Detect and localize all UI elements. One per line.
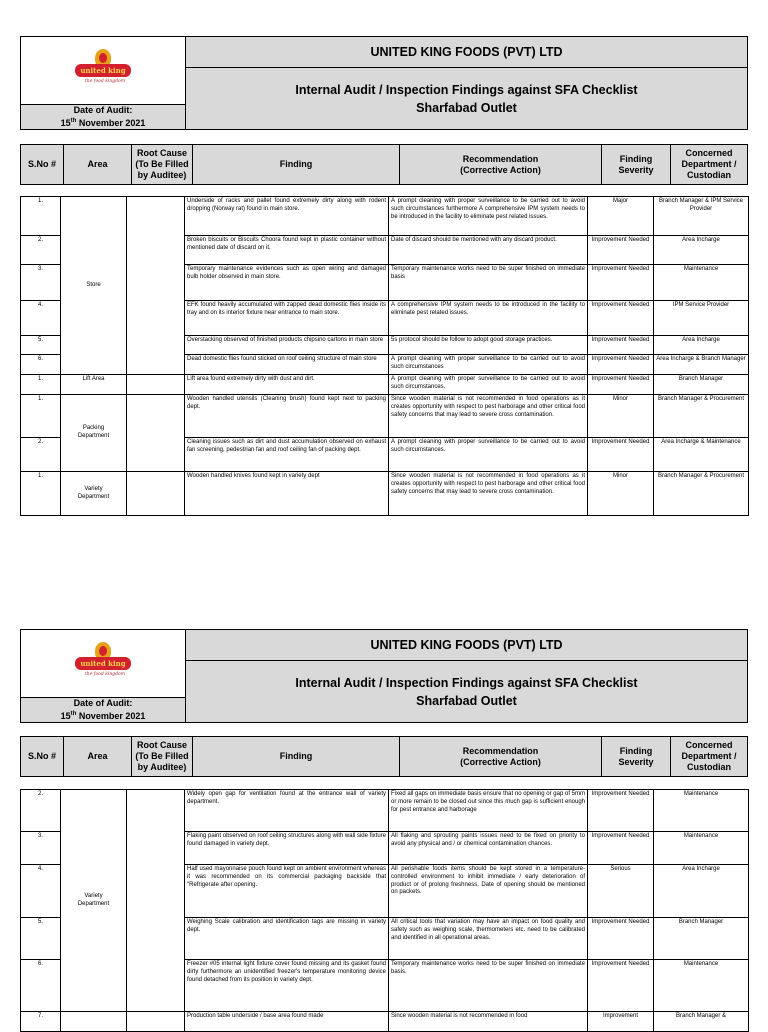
serial-number-cell: 6. xyxy=(21,355,61,375)
finding-cell: Underside of racks and pallet found extremely dirty along with rodent dropping (Norway rat) found in main store. xyxy=(185,197,389,236)
recommendation-cell: A prompt cleaning with proper surveillance to be carried out to avoid such circumstances xyxy=(389,355,588,375)
col-sno: S.No # xyxy=(21,145,64,185)
table-cell xyxy=(127,1012,185,1032)
findings-table-2 xyxy=(20,789,749,1032)
severity-cell: Improvement xyxy=(588,1012,654,1032)
department-cell: IPM Service Provider xyxy=(654,301,749,336)
serial-number-cell: 1. xyxy=(21,375,61,395)
serial-number-cell: 2. xyxy=(21,790,61,832)
table-row xyxy=(21,197,749,236)
severity-cell: Improvement Needed xyxy=(588,336,654,355)
severity-cell: Minor xyxy=(588,395,654,438)
department-cell: Branch Manager & IPM Service Provider xyxy=(654,197,749,236)
department-cell: Branch Manager & xyxy=(654,1012,749,1032)
finding-cell: Wooden handled knives found kept in variety dept xyxy=(185,472,389,516)
column-headers xyxy=(20,144,748,185)
table-row xyxy=(21,790,749,832)
logo-cell xyxy=(21,37,186,105)
area-lift: Lift Area xyxy=(61,375,127,395)
table-cell xyxy=(127,375,185,395)
date-of-audit: Date of Audit: 15th November 2021 xyxy=(21,698,186,723)
table-row xyxy=(21,472,749,516)
table-cell xyxy=(127,790,185,1012)
serial-number-cell: 5. xyxy=(21,336,61,355)
root-cause-cell xyxy=(127,197,185,375)
department-cell: Area Incharge & Maintenance xyxy=(654,438,749,472)
findings-table-1 xyxy=(20,196,749,516)
recommendation-cell: 5s protocol should be follow to adopt good storage practices. xyxy=(389,336,588,355)
department-cell: Maintenance xyxy=(654,265,749,301)
severity-cell: Improvement Needed xyxy=(588,375,654,395)
col-department: Concerned Department / Custodian xyxy=(671,737,748,777)
area-variety: Variety Department xyxy=(61,790,127,1012)
col-recommendation: Recommendation (Corrective Action) xyxy=(400,737,602,777)
recommendation-cell: Since wooden material is not recommended in food operations as it creates opportunity with respect to pest harborage and other critical food safety concerns that may lead to severe cross contamination. xyxy=(389,472,588,516)
department-cell: Maintenance xyxy=(654,790,749,832)
recommendation-cell: Since wooden material is not recommended in food operations as it creates opportunity with respect to pest harborage and other critical food safety concerns that may lead to severe cross contamination. xyxy=(389,395,588,438)
department-cell: Branch Manager & Procurement xyxy=(654,472,749,516)
serial-number-cell: 3. xyxy=(21,265,61,301)
severity-cell: Improvement Needed xyxy=(588,790,654,832)
department-cell: Branch Manager xyxy=(654,918,749,960)
finding-cell: Broken biscuits or Biscuits Choora found kept in plastic container without mentioned date of discard on it. xyxy=(185,236,389,265)
severity-cell: Improvement Needed xyxy=(588,960,654,1012)
table-row xyxy=(21,1012,749,1032)
severity-cell: Minor xyxy=(588,472,654,516)
column-headers-2 xyxy=(20,736,748,777)
serial-number-cell: 2. xyxy=(21,236,61,265)
recommendation-cell: Date of discard should be mentioned with any discard product. xyxy=(389,236,588,265)
recommendation-cell: Temporary maintenance works need to be super finished on immediate basis. xyxy=(389,960,588,1012)
department-cell: Area Incharge xyxy=(654,236,749,265)
serial-number-cell: 4. xyxy=(21,301,61,336)
area-variety: Variety Department xyxy=(61,472,127,516)
united-king-logo: united king the food kingdom xyxy=(71,640,135,688)
report-title: Internal Audit / Inspection Findings against SFA Checklist Sharfabad Outlet xyxy=(186,661,748,723)
severity-cell: Improvement Needed xyxy=(588,832,654,865)
recommendation-cell: A prompt cleaning with proper surveillance to be carried out to avoid such circumstances furthermore A comprehensive IPM system needs to be introduced in the facility to eliminate pest related issues. xyxy=(389,197,588,236)
finding-cell: Weighing Scale calibration and identification tags are missing in variety dept. xyxy=(185,918,389,960)
severity-cell: Improvement Needed xyxy=(588,918,654,960)
col-root-cause: Root Cause (To Be Filled by Auditee) xyxy=(132,737,193,777)
report-title: Internal Audit / Inspection Findings against SFA Checklist Sharfabad Outlet xyxy=(186,68,748,130)
serial-number-cell: 1. xyxy=(21,472,61,516)
col-severity: Finding Severity xyxy=(602,737,671,777)
col-area: Area xyxy=(64,737,132,777)
finding-cell: Dead domestic flies found sticked on roof ceiling structure of main store xyxy=(185,355,389,375)
table-cell xyxy=(127,395,185,472)
logo-cell xyxy=(21,630,186,698)
recommendation-cell: A comprehensive IPM system needs to be introduced in the facility to eliminate pest related issues. xyxy=(389,301,588,336)
recommendation-cell: All flaking and sprouting paints issues need to be fixed on priority to avoid any physical and / or chemical contamination chances. xyxy=(389,832,588,865)
serial-number-cell: 6. xyxy=(21,960,61,1012)
severity-cell: Improvement Needed xyxy=(588,265,654,301)
company-name: UNITED KING FOODS (PVT) LTD xyxy=(186,37,748,68)
recommendation-cell: Temporary maintenance works need to be super finished on immediate basis xyxy=(389,265,588,301)
area-store: Store xyxy=(61,197,127,375)
severity-cell: Improvement Needed xyxy=(588,355,654,375)
department-cell: Branch Manager & Procurement xyxy=(654,395,749,438)
date-of-audit: Date of Audit: 15th November 2021 xyxy=(21,105,186,130)
report-header-2 xyxy=(20,629,748,723)
table-cell xyxy=(127,472,185,516)
recommendation-cell: A prompt cleaning with proper surveillance to be carried out to avoid such circumstances. xyxy=(389,438,588,472)
col-area: Area xyxy=(64,145,132,185)
table-row xyxy=(21,375,749,395)
finding-cell: Widely open gap for ventilation found at the entrance wall of variety department. xyxy=(185,790,389,832)
recommendation-cell: All critical tools that variation may have an impact on food quality and safety such as weighing scale, thermometers etc. need to be calibrated and identified in all operational areas. xyxy=(389,918,588,960)
serial-number-cell: 3. xyxy=(21,832,61,865)
severity-cell: Serious xyxy=(588,865,654,918)
department-cell: Maintenance xyxy=(654,832,749,865)
recommendation-cell: Fixed all gaps on immediate basis ensure that no opening or gap of 5mm or more remain to be closed out since this much gap is sufficient enough for pest entrance and harborage xyxy=(389,790,588,832)
serial-number-cell: 1. xyxy=(21,395,61,438)
table-row xyxy=(21,395,749,438)
severity-cell: Improvement Needed xyxy=(588,236,654,265)
department-cell: Area Incharge xyxy=(654,865,749,918)
col-finding: Finding xyxy=(193,145,400,185)
recommendation-cell: A prompt cleaning with proper surveillance to be carried out to avoid such circumstances. xyxy=(389,375,588,395)
recommendation-cell: Since wooden material is not recommended in food xyxy=(389,1012,588,1032)
col-root-cause: Root Cause (To Be Filled by Auditee) xyxy=(132,145,193,185)
finding-cell: Overstacking observed of finished products chipsino cartons in main store xyxy=(185,336,389,355)
col-department: Concerned Department / Custodian xyxy=(671,145,748,185)
finding-cell: Lift area found extremely dirty with dust and dirt. xyxy=(185,375,389,395)
severity-cell: Improvement Needed xyxy=(588,301,654,336)
table-cell xyxy=(61,1012,127,1032)
department-cell: Area Incharge xyxy=(654,336,749,355)
area-packing: Packing Department xyxy=(61,395,127,472)
severity-cell: Major xyxy=(588,197,654,236)
serial-number-cell: 5. xyxy=(21,918,61,960)
finding-cell: Cleaning issues such as dirt and dust accumulation observed on exhaust fan screening, pedestrian fan and roof ceiling fan of packing dept. xyxy=(185,438,389,472)
finding-cell: Half used mayonnaise pouch found kept on ambient environment whereas it was recommended on its commercial packaging backside that "Refrigerate after opening. xyxy=(185,865,389,918)
finding-cell: Freezer #05 internal light fixture cover found missing and its gasket found dirty furthermore an unidentified freezer's temperature monitoring device found detached from its position in variety dept. xyxy=(185,960,389,1012)
company-name: UNITED KING FOODS (PVT) LTD xyxy=(186,630,748,661)
col-finding: Finding xyxy=(193,737,400,777)
serial-number-cell: 1. xyxy=(21,197,61,236)
recommendation-cell: All perishable foods items should be kept stored in a temperature-controlled environment to inhibit immediate / early deterioration of product or of prolong freshness. Date of opening should be mentioned on packets. xyxy=(389,865,588,918)
finding-cell: Flaking paint observed on roof ceiling structures along with wall side fixture found damaged in variety dept. xyxy=(185,832,389,865)
finding-cell: Production table underside / base area found made xyxy=(185,1012,389,1032)
united-king-logo: united king the food kingdom xyxy=(71,47,135,95)
finding-cell: Wooden handled utensils (Cleaning brush) found kept next to packing dept. xyxy=(185,395,389,438)
finding-cell: Temporary maintenance evidences such as open wiring and damaged bulb holder observed in main store. xyxy=(185,265,389,301)
col-recommendation: Recommendation (Corrective Action) xyxy=(400,145,602,185)
severity-cell: Improvement Needed xyxy=(588,438,654,472)
department-cell: Branch Manager xyxy=(654,375,749,395)
serial-number-cell: 2. xyxy=(21,438,61,472)
serial-number-cell: 7. xyxy=(21,1012,61,1032)
finding-cell: EFK found heavily accumulated with zapped dead domestic flies inside its tray and on its interior fixture near entrance to main store. xyxy=(185,301,389,336)
department-cell: Area Incharge & Branch Manager xyxy=(654,355,749,375)
serial-number-cell: 4. xyxy=(21,865,61,918)
col-severity: Finding Severity xyxy=(602,145,671,185)
department-cell: Maintenance xyxy=(654,960,749,1012)
report-header xyxy=(20,36,748,130)
col-sno: S.No # xyxy=(21,737,64,777)
